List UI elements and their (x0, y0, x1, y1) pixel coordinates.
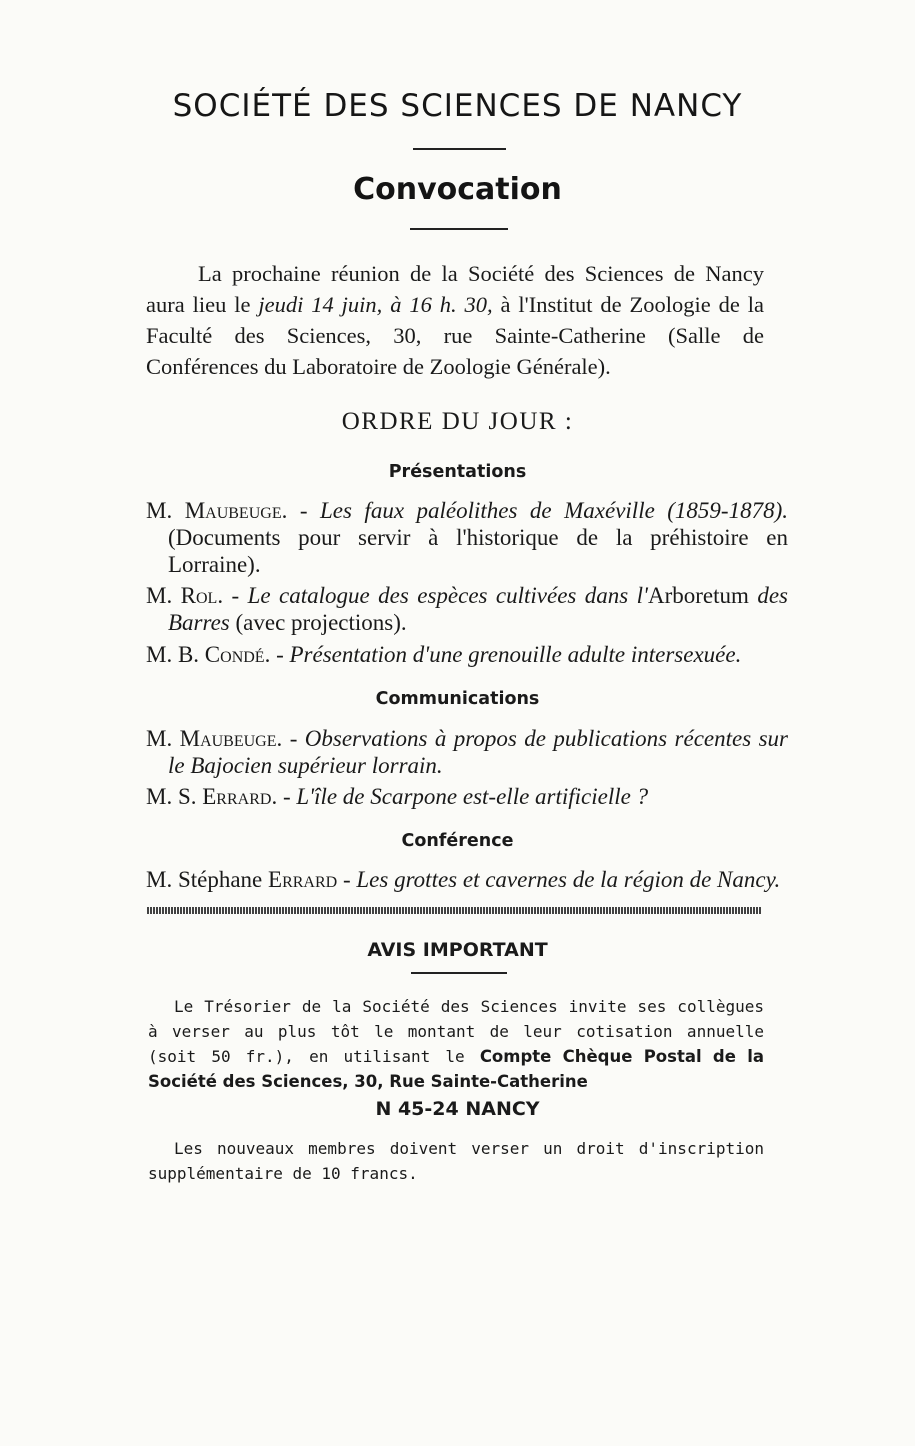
speaker-prefix: M. Stéphane (146, 867, 269, 892)
new-members-notice: Les nouveaux membres doivent verser un droit d'inscription supplémentaire de 10 francs. (148, 1139, 764, 1183)
speaker-prefix: M. S. (146, 784, 203, 809)
item-note: (Documents pour servir à l'historique de la préhistoire en Lorraine). (168, 525, 788, 577)
speaker-name: Maubeuge (179, 726, 277, 751)
ornamental-divider (147, 907, 761, 914)
speaker-name: Maubeuge (184, 498, 282, 523)
divider-rule (411, 972, 507, 974)
item-title: Les faux paléolithes de Maxéville (1859-1878). (319, 498, 789, 523)
speaker-prefix: M. (146, 498, 185, 523)
page-title: Convocation (353, 172, 562, 207)
speaker-prefix: M. B. (146, 642, 205, 667)
item-note: (avec projections). (229, 610, 407, 635)
item-title-roman: Arboretum (647, 583, 749, 608)
speaker-prefix: M. (146, 583, 181, 608)
intro-text: La prochaine réunion de la Société des Sciences de Nancy aura lieu le (146, 261, 764, 317)
intro-paragraph (146, 258, 764, 382)
item-title: L'île de Scarpone est-elle artificielle ? (296, 784, 649, 809)
item-title: des Barres (168, 583, 788, 635)
agenda-item (146, 783, 788, 810)
item-title: Les grottes et cavernes de la région de Nancy. (356, 867, 781, 892)
notice-text: Le Trésorier de la Société des Sciences invite ses collègues à verser au plus tôt le montant de leur cotisation annuelle (soit 50 fr.), en utilisant le (148, 997, 764, 1066)
item-title: Présentation d'une grenouille adulte intersexuée. (289, 642, 742, 667)
postal-account-address: Compte Chèque Postal de la Société des Sciences, 30, Rue Sainte-Catherine (148, 1047, 764, 1091)
intro-text: à l'Institut de Zoologie de la Faculté des Sciences, 30, rue Sainte-Catherine (Salle de Conférences du Laboratoire de Zoologie Générale). (146, 292, 764, 379)
separator: . - (264, 642, 290, 667)
separator: . - (276, 726, 305, 751)
meeting-date: jeudi 14 juin, à 16 h. 30, (258, 292, 493, 317)
separator: - (337, 867, 357, 892)
agenda-item (146, 497, 788, 578)
section-heading-conference: Conférence (401, 831, 514, 851)
section-heading-communications: Communications (375, 689, 540, 709)
section-heading-presentations: Présentations (388, 462, 527, 482)
postal-account-number: N 45-24 NANCY (375, 1098, 540, 1120)
agenda-item (146, 582, 788, 636)
agenda-item (146, 641, 788, 668)
separator: . - (217, 583, 248, 608)
speaker-name: Condé (204, 642, 265, 667)
speaker-name: Rol (180, 583, 218, 608)
separator: . - (271, 784, 297, 809)
separator: . - (281, 498, 320, 523)
society-heading: SOCIÉTÉ DES SCIENCES DE NANCY (172, 88, 743, 124)
item-title: Observations à propos de publications récentes sur le Bajocien supérieur lorrain. (168, 726, 788, 778)
treasurer-notice (148, 994, 764, 1094)
divider-rule (410, 228, 508, 230)
agenda-item (146, 866, 788, 893)
notice-heading: AVIS IMPORTANT (367, 939, 548, 961)
speaker-prefix: M. (146, 726, 180, 751)
speaker-name: Errard (202, 784, 272, 809)
agenda-item (146, 725, 788, 779)
agenda-heading: ORDRE DU JOUR : (341, 408, 574, 435)
item-title: Le catalogue des espèces cultivées dans l' (247, 583, 648, 608)
speaker-name: Errard (268, 867, 338, 892)
divider-rule (413, 148, 506, 150)
